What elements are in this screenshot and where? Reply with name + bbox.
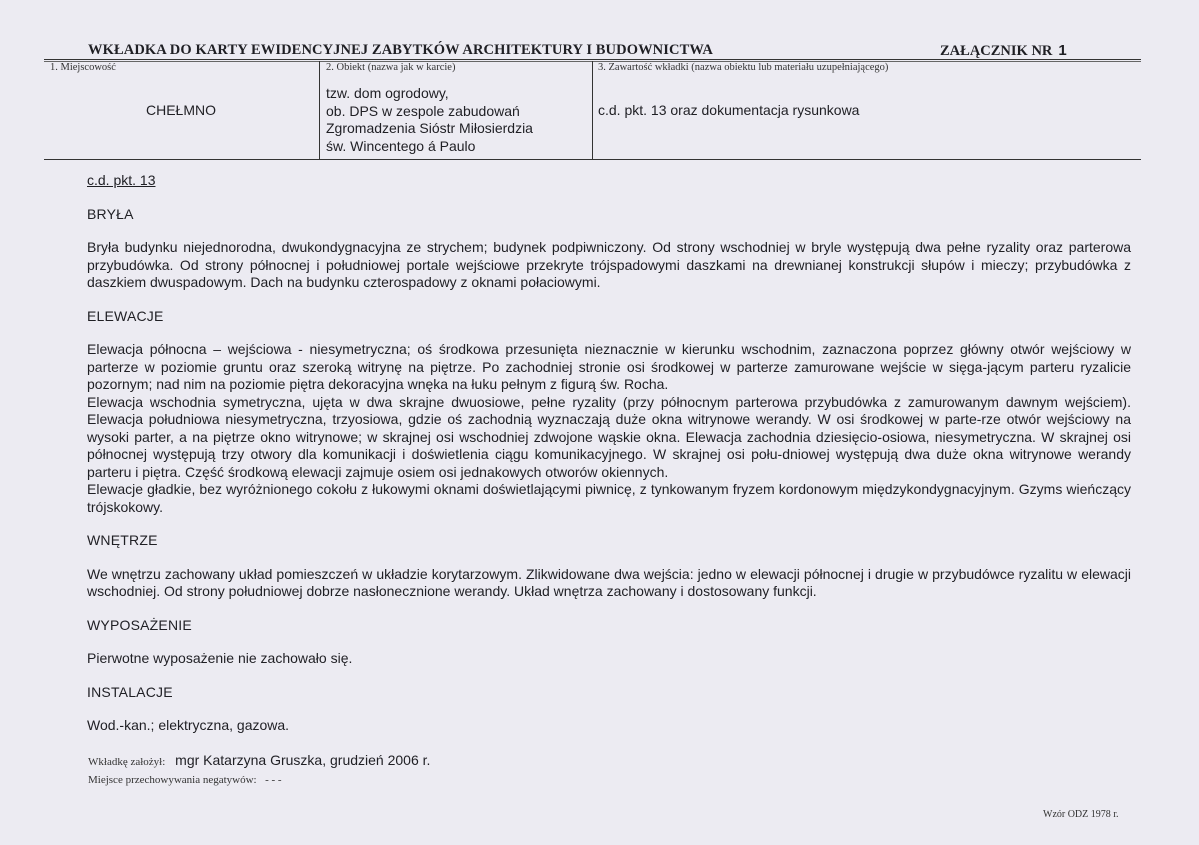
column-divider-1 [319,61,320,159]
section-paragraph: Bryła budynku niejednorodna, dwukondygnacyjna ze strychem; budynek podpiwniczony. Od strony wschodniej w bryle występują dwa pełne ryzality oraz parterowa przybudówka. Od strony północnej i południowej portale wejściowe przekryte trójspadowymi daszkami na drewnianej konstrukcji słupów i mieczy; przybudówka z daszkiem dwuspadowym. Dach na budynku czterospadowy z oknami połaciowymi. [87,239,1131,290]
section-title-wnetrze: WNĘTRZE [87,532,158,548]
section-paragraph: Elewacja północna – wejściowa - niesymetryczna; oś środkowa przesunięta nieznacznie w kierunku wschodnim, zaznaczona poprzez główny otwór wejściowy w parterze w poziomie gruntu oraz szeroką witrynę na piętrze. Po zachodniej stronie osi środkowej w parterze zamurowane wejście w sięga-jącym parteru ryzalicie pozornym; nad nim na poziomie piętra dekoracyjna wnęka na łuku pełnym z figurą św. Rocha. [87,341,1131,392]
section-title-wyposazenie: WYPOSAŻENIE [87,616,192,633]
document-body [87,172,1131,735]
annex-label [940,42,1067,60]
negatives-value: - - - [265,774,282,786]
table-bottom-rule [44,159,1141,160]
column-divider-2 [592,61,593,159]
header-rule [44,59,1141,60]
negatives-line [88,770,282,788]
author-value: mgr Katarzyna Gruszka, grudzień 2006 r. [175,752,431,768]
contents-value: c.d. pkt. 13 oraz dokumentacja rysunkowa [598,102,860,118]
section-paragraph: We wnętrzu zachowany układ pomieszczeń w układzie korytarzowym. Zlikwidowane dwa wejścia: jedno w elewacji północnej i drugie w przybudówce ryzalitu w elewacji wschodniej. Od strony południowej dobrze nasłonecznione werandy. Układ wnętrza zachowany i dostosowany funkcji. [87,565,1131,599]
section-paragraph: Elewacja wschodnia symetryczna, ujęta w dwa skrajne dwuosiowe, pełne ryzality (przy północnym parterowa przybudówka z zamurowanym dawnym wejściem). Elewacja południowa niesymetryczna, trzyosiowa, gdzie oś zachodnią wyznaczają duże okna witrynowe werandy. W osi środkowej w parte-rze otwór wejściowy na wysoki parter, a na piętrze okno witrynowe; w skrajnej osi wschodniej zdwojone wąskie okna. Elewacja zachodnia dziesięcio-osiowa, niesymetryczna. W skrajnej osi północnej występują trzy otwory dla komunikacji i doświetlenia ciągu komunikacyjnego. W skrajnej osi połu-dniowej występują dwa duże okna witrynowe werandy parteru i piętra. Część środkową elewacji zajmuje osiem osi jednakowych otworów okiennych. [87,393,1131,480]
section-paragraph: Elewacje gładkie, bez wyróżnionego cokołu z łukowymi oknami doświetlającymi piwnicę, z tynkowanym fryzem kordonowym międzykondygnacyjnym. Gzyms wieńczący trójskokowy. [87,481,1131,515]
continuation-heading: c.d. pkt. 13 [87,172,156,188]
contents-label: 3. Zawartość wkładki (nazwa obiektu lub materiału uzupełniającego) [598,62,889,73]
object-label: 2. Obiekt (nazwa jak w karcie) [326,62,456,73]
object-value-line: tzw. dom ogrodowy, [326,85,449,101]
form-title: WKŁADKA DO KARTY EWIDENCYJNEJ ZABYTKÓW ARCHITEKTURY I BUDOWNICTWA [88,42,713,58]
locality-label: 1. Miejscowość [50,62,116,73]
object-value-line: św. Wincentego á Paulo [326,137,476,154]
section-title-instalacje: INSTALACJE [87,683,173,700]
object-value-line: ob. DPS w zespole zabudowań [326,102,520,119]
section-paragraph: Wod.-kan.; elektryczna, gazowa. [87,717,290,733]
annex-number: 1 [1058,42,1067,59]
annex-label-text: ZAŁĄCZNIK NR [940,43,1053,59]
section-title-bryla: BRYŁA [87,205,134,222]
section-title-elewacje: ELEWACJE [87,307,164,324]
object-value [326,85,533,155]
locality-value: CHEŁMNO [146,102,217,118]
author-label: Wkładkę założył: [88,756,166,768]
author-line [88,752,430,768]
object-value-line: Zgromadzenia Sióstr Miłosierdzia [326,120,533,136]
negatives-label: Miejsce przechowywania negatywów: [88,774,257,786]
form-pattern-note: Wzór ODZ 1978 r. [1043,809,1119,820]
section-paragraph: Pierwotne wyposażenie nie zachowało się. [87,650,353,666]
